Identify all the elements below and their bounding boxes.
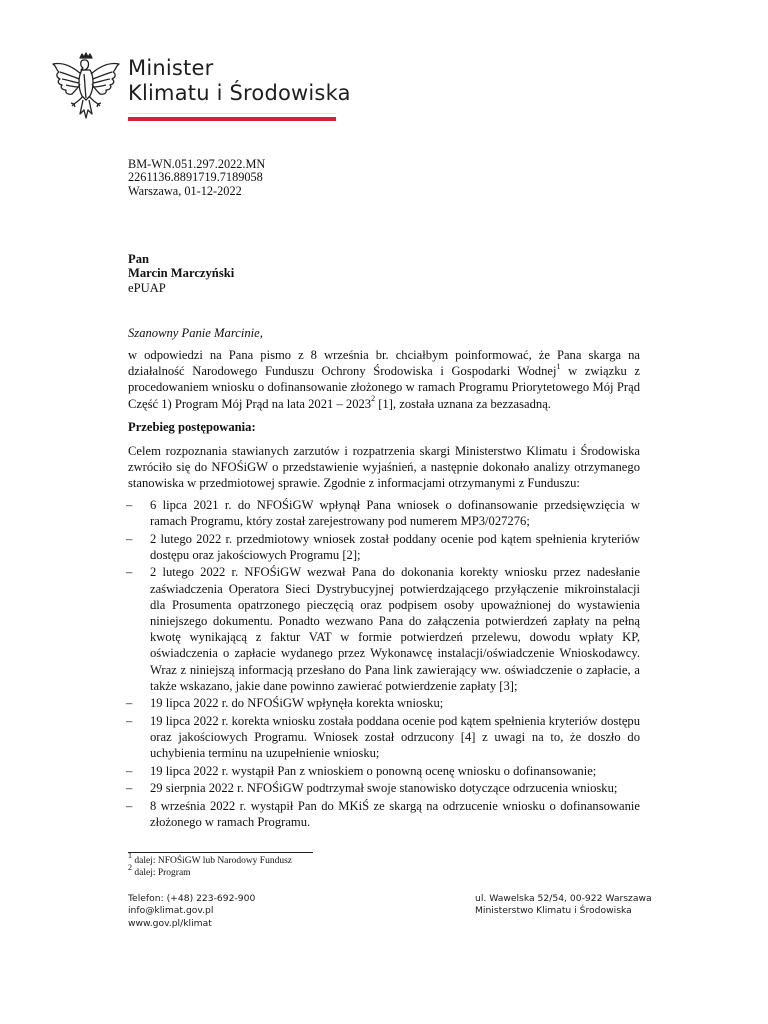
list-item-text: 8 września 2022 r. wystąpił Pan do MKiŚ ze skargą na odrzucenie wniosku o dofinansowanie złożonego w ramach Programu. xyxy=(150,798,640,829)
footnote-2-mark: 2 xyxy=(128,862,132,872)
list-item xyxy=(128,798,640,830)
list-dash: – xyxy=(126,565,133,580)
footnote-1-text: dalej: NFOŚiGW lub Narodowy Fundusz xyxy=(132,856,292,866)
list-item-text: 6 lipca 2021 r. do NFOŚiGW wpłynął Pana wniosek o dofinansowanie przedsięwzięcia w ramach Programu, który został zarejestrowany pod numerem MP3/027276; xyxy=(150,498,640,529)
recipient-title: Pan xyxy=(128,252,149,266)
national-colors-bar xyxy=(128,113,336,121)
reference-number: 2261136.8891719.7189058 xyxy=(128,170,263,184)
footnote-1 xyxy=(128,850,292,867)
list-dash: – xyxy=(126,798,133,813)
footer-address-block xyxy=(475,893,652,918)
footer-institution: Ministerstwo Klimatu i Środowiska xyxy=(475,905,632,917)
polish-eagle-emblem-icon xyxy=(50,52,122,122)
footnote-separator xyxy=(128,852,313,853)
list-item xyxy=(128,497,640,529)
footnote-ref-2: 2 xyxy=(371,394,376,404)
footer-website[interactable]: www.gov.pl/klimat xyxy=(128,917,212,929)
intro-paragraph xyxy=(128,347,640,412)
list-item-text: 2 lutego 2022 r. przedmiotowy wniosek został poddany ocenie pod kątem spełnienia kryteriów dostępu oraz jakościowych Programu [2]; xyxy=(150,531,640,562)
list-item-text: 29 sierpnia 2022 r. NFOŚiGW podtrzymał swoje stanowisko dotyczące odrzucenia wniosku; xyxy=(150,781,618,796)
intro-part1: w odpowiedzi na Pana pismo z 8 września br. chciałbym poinformować, że Pana skarga na działalność Narodowego Funduszu Ochrony Środowiska i Gospodarki Wodnej xyxy=(128,348,640,379)
list-dash: – xyxy=(126,763,133,778)
timeline-list xyxy=(128,497,640,831)
list-item-text: 19 lipca 2022 r. korekta wniosku została poddana ocenie pod kątem spełnienia kryteriów dostępu oraz jakościowych Programu. Wniosek został odrzucony [4] z uwagi na to, że doszło do uchybienia terminu na uzupełnienie wniosku; xyxy=(150,713,640,761)
list-dash: – xyxy=(126,498,133,512)
case-number: BM-WN.051.297.2022.MN xyxy=(128,157,266,171)
list-dash: – xyxy=(126,696,133,711)
footnote-ref-1: 1 xyxy=(556,362,561,372)
list-dash: – xyxy=(126,713,133,728)
footer-contact xyxy=(128,893,255,930)
list-item-text: 19 lipca 2022 r. wystąpił Pan z wnioskiem o ponowną ocenę wniosku o dofinansowanie; xyxy=(150,763,597,778)
footer-email[interactable]: info@klimat.gov.pl xyxy=(128,905,214,917)
intro-part3: [1], została uznana za bezzasadną. xyxy=(375,396,551,411)
salutation: Szanowny Panie Marcinie, xyxy=(128,326,263,340)
footer-address: ul. Wawelska 52/54, 00-922 Warszawa xyxy=(475,893,652,904)
list-item xyxy=(128,713,640,762)
place-date: Warszawa, 01-12-2022 xyxy=(128,184,242,198)
section-heading: Przebieg postępowania: xyxy=(128,420,256,434)
ministry-name-line1: Minister xyxy=(128,56,214,80)
list-item xyxy=(128,763,640,779)
fund-paragraph: Celem rozpoznania stawianych zarzutów i rozpatrzenia skargi Ministerstwo Klimatu i Środowiska zwróciło się do NFOŚiGW o przedstawienie wyjaśnień, a następnie dokonało analizy otrzymanego stanowiska w przedmiotowej sprawie. Zgodnie z informacjami otrzymanymi z Funduszu: xyxy=(128,444,640,491)
ministry-name-line2: Klimatu i Środowiska xyxy=(128,81,351,105)
recipient-channel: ePUAP xyxy=(128,281,166,295)
list-item xyxy=(128,531,640,563)
footnote-1-mark: 1 xyxy=(128,850,132,860)
list-dash: – xyxy=(126,781,133,796)
list-item xyxy=(128,695,640,711)
list-item xyxy=(128,780,640,796)
list-item-text: 2 lutego 2022 r. NFOŚiGW wezwał Pana do dokonania korekty wniosku przez nadesłanie zaświadczenia Operatora Sieci Dystrybucyjnej potwierdzającego przyłączenie mikroinstalacji dla Prosumenta opatrzonego pieczęcią oraz podpisem osoby upoważnionej do wystawienia niniejszego dokumentu. Ponadto wezwano Pana do załączenia potwierdzeń zapłaty na pełną kwotę wynikającą z faktur VAT w formie potwierdzeń przelewu, dowodu wpłaty KP, oświadczenia o zapłacie wydanego przez Wykonawcę instalacji/oświadczenie Wnioskodawcy. Wraz z niniejszą informacją przesłano do Pana link zawierający ww. oświadczenie o zapłacie, a także wskazano, jakie dane powinno zawierać potwierdzenie zapłaty [3]; xyxy=(150,565,640,693)
footnote-2-text: dalej: Program xyxy=(132,868,191,878)
list-item-text: 19 lipca 2022 r. do NFOŚiGW wpłynęła korekta wniosku; xyxy=(150,696,444,711)
footnote-2 xyxy=(128,862,191,879)
intro-part2: w związku z procedowaniem wniosku o dofinansowanie złożonego w ramach Programu Priorytetowego Mój Prąd Część 1) Program Mój Prąd na lata 2021 – 2023 xyxy=(128,364,641,411)
list-dash: – xyxy=(126,531,133,546)
list-item xyxy=(128,564,640,694)
recipient-name: Marcin Marczyński xyxy=(128,266,235,280)
footer-phone: Telefon: (+48) 223-692-900 xyxy=(128,893,256,904)
